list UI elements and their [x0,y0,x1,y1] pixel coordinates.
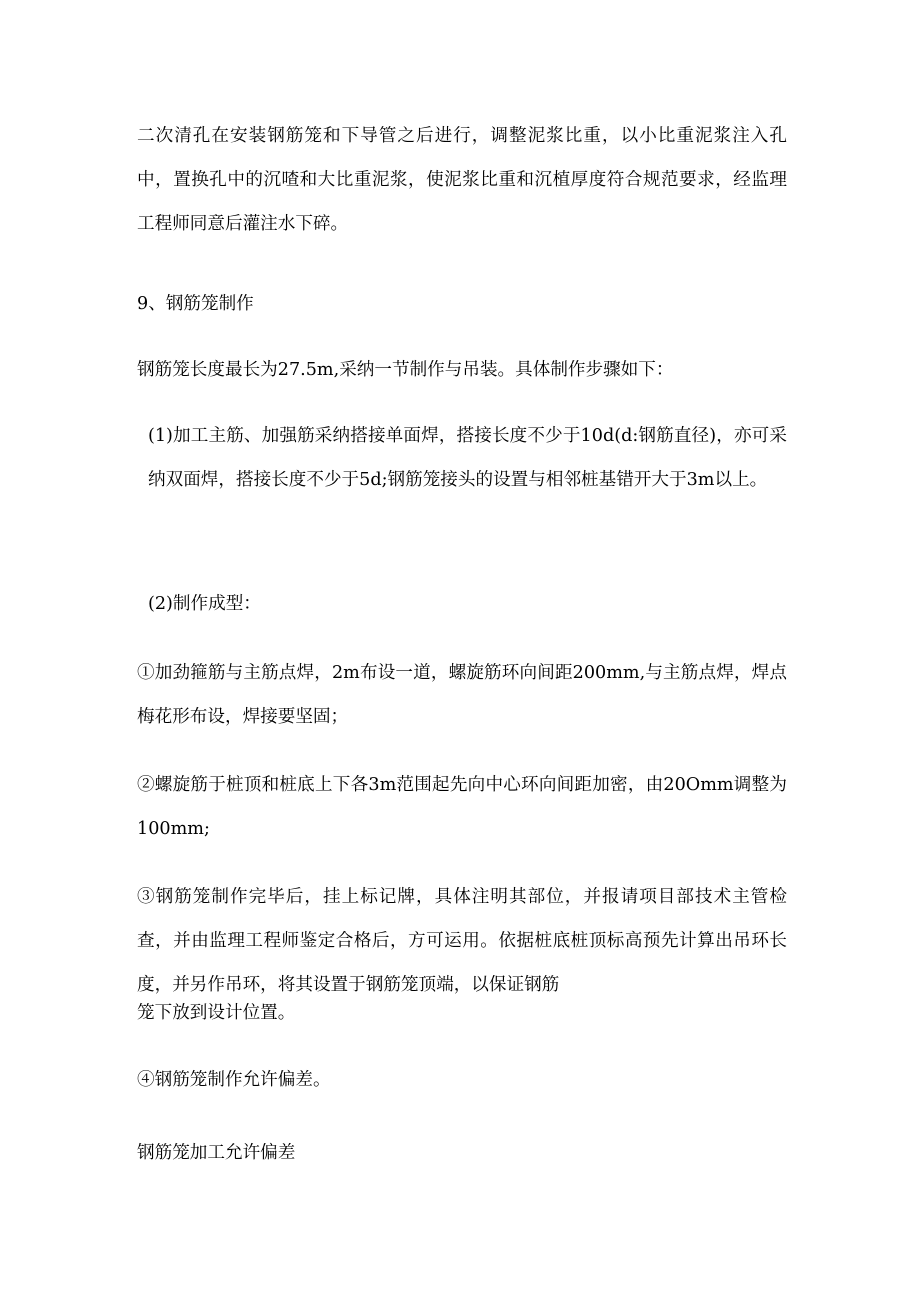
paragraph-item-4-tolerance: ④钢筋笼制作允许偏差。 [137,1070,331,1090]
paragraph-step-1-welding: (1)加工主筋、加强筋采纳搭接单面焊，搭接长度不少于10d(d:钢筋直径)，亦可采纳双面焊，搭接长度不少于5d;钢筋笼接头的设置与相邻桩基错开大于3m以上。 [148,426,787,490]
paragraph-cage-length: 钢筋笼长度最长为27.5m,采纳一节制作与吊装。具体制作步骤如下： [137,360,674,380]
table-caption-tolerance: 钢筋笼加工允许偏差 [137,1143,296,1163]
paragraph-step-2-forming: (2)制作成型： [148,594,261,614]
section-heading-rebar-cage: 9、钢筋笼制作 [137,294,254,314]
paragraph-item-3-continuation: 笼下放到设计位置。 [137,1003,296,1023]
paragraph-item-2-spiral: ②螺旋筋于桩顶和桩底上下各3m范围起先向中心环向间距加密，由20Omm调整为100mm; [137,775,787,839]
paragraph-secondary-hole-cleaning: 二次清孔在安装钢筋笼和下导管之后进行，调整泥浆比重，以小比重泥浆注入孔中，置换孔中的沉喳和大比重泥浆，使泥浆比重和沉植厚度符合规范要求，经监理工程师同意后灌注水下碎。 [137,126,787,234]
paragraph-item-3-labeling: ③钢筋笼制作完毕后，挂上标记牌，具体注明其部位，并报请项目部技术主管检查，并由监理工程师鉴定合格后，方可运用。依据桩底桩顶标高预先计算出吊环长度，并另作吊环，将其设置于钢筋笼顶端，以保证钢筋 [137,887,787,995]
paragraph-item-1-stirrups: ①加劲箍筋与主筋点焊，2m布设一道，螺旋筋环向间距200mm,与主筋点焊，焊点梅花形布设，焊接要坚固； [137,663,787,727]
